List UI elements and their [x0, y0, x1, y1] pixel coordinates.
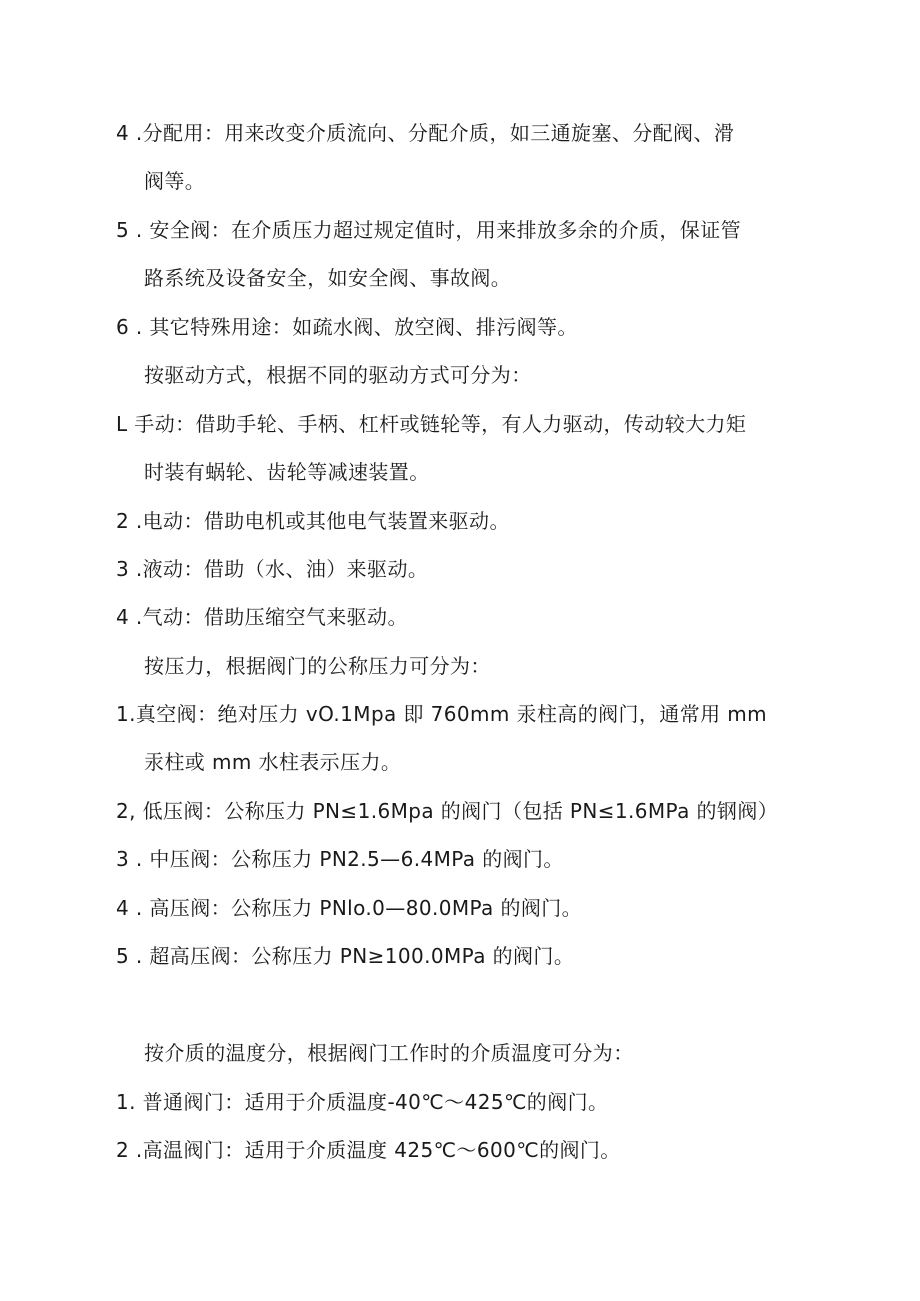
text-line-6: 按驱动方式，根据不同的驱动方式可分为： [144, 363, 532, 387]
text-line-10: 3 .液动：借助（水、油）来驱动。 [116, 557, 429, 581]
text-line-4: 路系统及设备安全，如安全阀、事故阀。 [144, 266, 512, 290]
text-line-7: L 手动：借助手轮、手柄、杠杆或链轮等，有人力驱动，传动较大力矩 [116, 412, 747, 436]
text-line-2: 阀等。 [144, 169, 206, 193]
text-line-20: 1. 普通阀门：适用于介质温度-40℃～425℃的阀门。 [116, 1090, 609, 1114]
text-line-16: 3 . 中压阀：公称压力 PN2.5—6.4MPa 的阀门。 [116, 847, 564, 871]
text-line-13: 1.真空阀：绝对压力 vO.1Mpa 即 760mm 汞柱高的阀门，通常用 mm [116, 702, 768, 726]
text-line-8: 时装有蜗轮、齿轮等减速装置。 [144, 460, 430, 484]
text-line-14: 汞柱或 mm 水柱表示压力。 [144, 750, 402, 774]
text-line-17: 4 . 高压阀：公称压力 PNlo.0—80.0MPa 的阀门。 [116, 896, 583, 920]
text-line-3: 5 . 安全阀：在介质压力超过规定值时，用来排放多余的介质，保证管 [116, 218, 741, 242]
text-line-15: 2, 低压阀：公称压力 PN≤1.6Mpa 的阀门（包括 PN≤1.6MPa 的钢阀） [116, 799, 779, 823]
text-line-21: 2 .高温阀门：适用于介质温度 425℃～600℃的阀门。 [116, 1138, 621, 1162]
text-line-18: 5 . 超高压阀：公称压力 PN≥100.0MPa 的阀门。 [116, 944, 575, 968]
text-line-1: 4 .分配用：用来改变介质流向、分配介质，如三通旋塞、分配阀、滑 [116, 121, 735, 145]
text-line-12: 按压力，根据阀门的公称压力可分为： [144, 654, 491, 678]
text-line-5: 6 . 其它特殊用途：如疏水阀、放空阀、排污阀等。 [116, 315, 578, 339]
text-line-11: 4 .气动：借助压缩空气来驱动。 [116, 605, 408, 629]
text-line-19: 按介质的温度分，根据阀门工作时的介质温度可分为： [144, 1041, 634, 1065]
text-line-9: 2 .电动：借助电机或其他电气装置来驱动。 [116, 509, 510, 533]
